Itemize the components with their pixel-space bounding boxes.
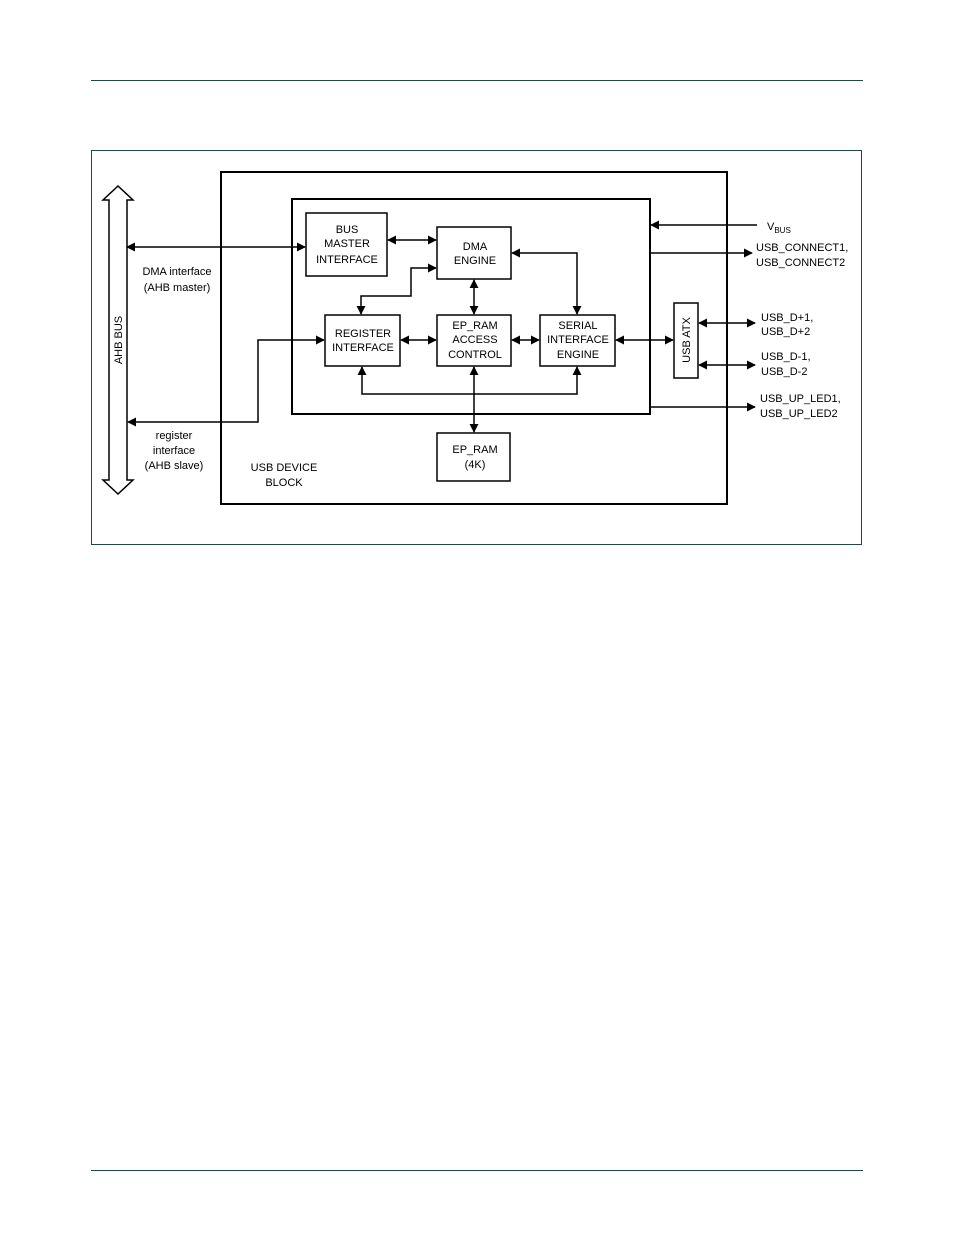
dma-sie-arrow — [512, 253, 577, 314]
dma-engine-label-1: DMA — [462, 241, 488, 253]
register-interface-label-2: INTERFACE — [332, 342, 394, 354]
footer-rule — [91, 1170, 863, 1171]
register-sie-bus-arrow — [362, 367, 577, 394]
dma-engine-label-2: ENGINE — [453, 255, 497, 267]
register-interface-ahb-label-3: (AHB slave) — [144, 460, 204, 472]
sie-label-2: INTERFACE — [547, 334, 609, 346]
usb-atx-label: USB ATX — [681, 317, 693, 363]
usb-d-minus-label-2: USB_D-2 — [761, 366, 808, 378]
bus-master-label-2: MASTER — [324, 238, 370, 250]
usb-device-block-label-2: BLOCK — [265, 477, 303, 489]
ahb-bus-label: AHB BUS — [113, 315, 125, 365]
usb-d-plus-label-1: USB_D+1, — [761, 312, 814, 324]
sie-label-3: ENGINE — [556, 349, 600, 361]
usb-device-block-label-1: USB DEVICE — [250, 462, 318, 474]
dma-engine-box — [437, 227, 511, 279]
bus-master-label-1: BUS — [335, 224, 359, 236]
ep-ram-label-2: (4K) — [464, 459, 486, 471]
sie-label-1: SERIAL — [558, 320, 598, 332]
register-interface-label-1: REGISTER — [334, 328, 392, 340]
dma-interface-label-2: (AHB master) — [143, 282, 211, 294]
usb-up-led-label-1: USB_UP_LED1, — [760, 393, 841, 405]
usb-connect-label-1: USB_CONNECT1, — [756, 242, 849, 254]
dma-interface-label-1: DMA interface — [142, 266, 212, 278]
ep-ram-label-1: EP_RAM — [452, 444, 498, 456]
ep-ram-box — [437, 433, 510, 481]
register-interface-arrow — [128, 340, 324, 422]
ep-ram-access-label-2: ACCESS — [452, 334, 498, 346]
register-interface-ahb-label-2: interface — [152, 445, 196, 457]
register-interface-ahb-label-1: register — [155, 430, 193, 442]
usb-up-led-label-2: USB_UP_LED2 — [760, 408, 838, 420]
usb-d-minus-label-1: USB_D-1, — [761, 351, 811, 363]
vbus-label-sub: BUS — [774, 226, 791, 235]
register-interface-box — [325, 315, 400, 366]
vbus-label-main: V — [767, 221, 775, 233]
usb-connect-label-2: USB_CONNECT2 — [756, 257, 846, 269]
usb-d-plus-label-2: USB_D+2 — [761, 326, 811, 338]
ep-ram-access-label-1: EP_RAM — [452, 320, 498, 332]
vbus-label — [767, 221, 791, 235]
ep-ram-access-label-3: CONTROL — [448, 349, 502, 361]
bus-master-label-3: INTERFACE — [316, 254, 378, 266]
